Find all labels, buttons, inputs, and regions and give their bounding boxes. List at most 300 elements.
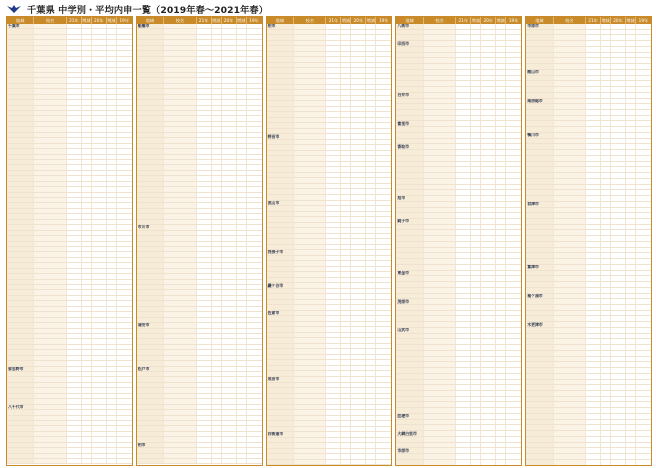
school-cell — [34, 198, 66, 202]
score-20-cell — [351, 206, 366, 211]
score-19-cell — [247, 356, 262, 360]
score-20-cell — [222, 225, 237, 229]
area-cell — [267, 123, 294, 128]
area-cell: 八千代市 — [7, 405, 34, 409]
score-19-cell — [376, 454, 391, 459]
score-21-cell — [197, 220, 212, 224]
area-cell — [137, 258, 164, 262]
area-cell — [526, 397, 553, 402]
score-20-cell — [351, 405, 366, 410]
diff-21-cell — [471, 351, 481, 356]
score-21-cell — [326, 57, 341, 62]
score-19-cell — [247, 236, 262, 240]
diff-21-cell — [212, 171, 222, 175]
score-21-cell — [456, 328, 471, 333]
school-cell — [554, 311, 586, 316]
diff-21-cell — [212, 187, 222, 191]
diff-21-cell — [601, 276, 611, 281]
score-20-cell — [481, 242, 496, 247]
score-19-cell — [636, 150, 651, 155]
score-19-cell — [247, 323, 262, 327]
score-19-cell — [247, 149, 262, 153]
diff-21-cell — [82, 448, 92, 452]
diff-21-cell — [471, 41, 481, 46]
diff-20-cell — [496, 133, 506, 138]
school-cell — [424, 53, 456, 58]
diff-20-cell — [107, 138, 117, 142]
school-cell — [424, 47, 456, 52]
score-21-cell — [326, 41, 341, 46]
area-cell — [137, 454, 164, 458]
score-20-cell — [611, 322, 626, 327]
school-cell — [554, 87, 586, 92]
diff-20-cell — [107, 301, 117, 305]
school-cell — [294, 123, 326, 128]
score-21-cell — [67, 334, 82, 338]
table-body — [137, 24, 262, 465]
score-20-cell — [351, 46, 366, 51]
score-21-cell — [197, 334, 212, 338]
score-20-cell — [222, 361, 237, 365]
diff-21-cell — [471, 265, 481, 270]
score-21-cell — [197, 155, 212, 159]
school-cell — [554, 351, 586, 356]
school-cell — [424, 322, 456, 327]
area-cell — [7, 198, 34, 202]
score-19-cell — [247, 329, 262, 333]
score-21-cell — [326, 63, 341, 68]
score-21-cell — [586, 139, 601, 144]
area-cell — [137, 214, 164, 218]
diff-21-cell — [212, 122, 222, 126]
score-20-cell — [351, 79, 366, 84]
area-cell — [267, 52, 294, 57]
area-cell — [7, 106, 34, 110]
score-19-cell — [117, 269, 132, 273]
score-19-cell — [376, 68, 391, 73]
school-cell — [294, 206, 326, 211]
score-20-cell — [92, 312, 107, 316]
area-cell — [267, 167, 294, 172]
score-21-cell — [67, 388, 82, 392]
diff-21-cell — [341, 145, 351, 150]
diff-20-cell — [237, 361, 247, 365]
score-20-cell — [351, 355, 366, 360]
school-cell — [554, 53, 586, 58]
diff-20-cell — [626, 259, 636, 264]
area-cell — [396, 35, 423, 40]
score-21-cell — [456, 116, 471, 121]
school-cell — [294, 140, 326, 145]
diff-20-cell — [107, 29, 117, 33]
score-20-cell — [222, 345, 237, 349]
score-19-cell — [376, 57, 391, 62]
diff-20-cell — [366, 24, 376, 29]
diff-20-cell — [237, 133, 247, 137]
score-19-cell — [636, 133, 651, 138]
area-cell — [526, 391, 553, 396]
area-cell — [526, 93, 553, 98]
area-cell — [526, 448, 553, 453]
diff-21-cell — [471, 362, 481, 367]
school-cell — [34, 383, 66, 387]
diff-20-cell — [366, 289, 376, 294]
school-cell — [294, 239, 326, 244]
score-21-cell — [67, 437, 82, 441]
diff-20-cell — [107, 437, 117, 441]
diff-20-cell — [496, 30, 506, 35]
score-20-cell — [222, 421, 237, 425]
school-cell — [164, 236, 196, 240]
school-cell — [424, 173, 456, 178]
diff-21-cell — [82, 35, 92, 39]
diff-20-cell — [107, 334, 117, 338]
diff-20-cell — [366, 410, 376, 415]
area-cell — [396, 202, 423, 207]
school-cell — [164, 443, 196, 447]
area-cell — [7, 225, 34, 229]
diff-21-cell — [82, 334, 92, 338]
diff-20-cell — [366, 300, 376, 305]
diff-20-cell — [366, 333, 376, 338]
diff-21-cell — [471, 53, 481, 58]
score-21-cell — [586, 437, 601, 442]
score-20-cell — [92, 187, 107, 191]
diff-20-cell — [107, 40, 117, 44]
area-cell — [137, 122, 164, 126]
score-19-cell — [117, 193, 132, 197]
score-19-cell — [376, 41, 391, 46]
score-20-cell — [222, 220, 237, 224]
diff-21-cell — [212, 448, 222, 452]
area-cell — [396, 454, 423, 459]
column-header: 20年 — [611, 17, 626, 24]
diff-20-cell — [366, 427, 376, 432]
score-21-cell — [197, 40, 212, 44]
school-cell — [294, 460, 326, 465]
diff-20-cell — [366, 52, 376, 57]
diff-20-cell — [237, 68, 247, 72]
score-21-cell — [197, 399, 212, 403]
score-21-cell — [67, 106, 82, 110]
score-19-cell — [636, 104, 651, 109]
score-20-cell — [92, 339, 107, 343]
score-21-cell — [326, 416, 341, 421]
diff-21-cell — [471, 236, 481, 241]
diff-21-cell — [601, 299, 611, 304]
diff-20-cell — [366, 129, 376, 134]
score-21-cell — [326, 140, 341, 145]
area-cell — [526, 328, 553, 333]
school-cell — [294, 118, 326, 123]
diff-21-cell — [82, 426, 92, 430]
score-20-cell — [351, 371, 366, 376]
score-21-cell — [326, 52, 341, 57]
score-20-cell — [481, 380, 496, 385]
school-cell — [424, 425, 456, 430]
score-19-cell — [117, 40, 132, 44]
school-cell — [34, 144, 66, 148]
area-cell — [267, 383, 294, 388]
score-21-cell — [326, 46, 341, 51]
score-20-cell — [611, 110, 626, 115]
diff-21-cell — [82, 329, 92, 333]
diff-20-cell — [107, 410, 117, 414]
table-block — [266, 16, 393, 466]
diff-20-cell — [237, 443, 247, 447]
area-cell — [396, 420, 423, 425]
school-cell — [554, 202, 586, 207]
score-20-cell — [481, 93, 496, 98]
diff-21-cell — [82, 416, 92, 420]
school-cell — [34, 323, 66, 327]
score-20-cell — [351, 272, 366, 277]
area-cell — [267, 316, 294, 321]
score-20-cell — [481, 259, 496, 264]
school-cell — [424, 190, 456, 195]
diff-20-cell — [626, 133, 636, 138]
score-21-cell — [197, 448, 212, 452]
score-21-cell — [197, 127, 212, 131]
area-cell — [7, 116, 34, 120]
school-cell — [424, 236, 456, 241]
diff-21-cell — [601, 248, 611, 253]
diff-21-cell — [82, 307, 92, 311]
diff-21-cell — [212, 68, 222, 72]
score-21-cell — [586, 276, 601, 281]
school-cell — [554, 259, 586, 264]
diff-21-cell — [601, 150, 611, 155]
school-cell — [34, 214, 66, 218]
score-20-cell — [611, 116, 626, 121]
school-cell — [34, 329, 66, 333]
diff-20-cell — [496, 311, 506, 316]
diff-20-cell — [496, 408, 506, 413]
score-21-cell — [586, 443, 601, 448]
diff-21-cell — [471, 460, 481, 465]
score-21-cell — [197, 388, 212, 392]
score-21-cell — [326, 156, 341, 161]
score-20-cell — [351, 167, 366, 172]
diff-21-cell — [82, 274, 92, 278]
score-20-cell — [481, 316, 496, 321]
diff-20-cell — [237, 405, 247, 409]
school-cell — [554, 345, 586, 350]
area-cell: 鴨川市 — [526, 133, 553, 138]
school-cell — [424, 185, 456, 190]
score-20-cell — [222, 410, 237, 414]
score-21-cell — [197, 443, 212, 447]
diff-21-cell — [341, 405, 351, 410]
score-19-cell — [117, 329, 132, 333]
score-19-cell — [117, 361, 132, 365]
school-cell — [34, 203, 66, 207]
area-cell — [396, 81, 423, 86]
table-row — [526, 460, 651, 466]
area-cell: 袖ケ浦市 — [526, 294, 553, 299]
diff-20-cell — [626, 213, 636, 218]
score-20-cell — [481, 271, 496, 276]
school-cell — [424, 24, 456, 29]
diff-21-cell — [82, 432, 92, 436]
diff-21-cell — [341, 383, 351, 388]
score-21-cell — [586, 167, 601, 172]
diff-21-cell — [601, 408, 611, 413]
score-19-cell — [247, 421, 262, 425]
area-cell — [396, 437, 423, 442]
score-21-cell — [586, 208, 601, 213]
diff-20-cell — [107, 84, 117, 88]
school-cell — [294, 96, 326, 101]
area-cell — [526, 339, 553, 344]
score-20-cell — [481, 402, 496, 407]
diff-21-cell — [341, 256, 351, 261]
score-19-cell — [117, 100, 132, 104]
score-19-cell — [636, 64, 651, 69]
area-cell: 銚子市 — [396, 219, 423, 224]
school-cell — [554, 208, 586, 213]
score-20-cell — [611, 179, 626, 184]
diff-21-cell — [82, 410, 92, 414]
diff-20-cell — [496, 144, 506, 149]
school-cell — [164, 312, 196, 316]
score-21-cell — [456, 368, 471, 373]
diff-20-cell — [366, 118, 376, 123]
score-20-cell — [92, 111, 107, 115]
school-cell — [424, 460, 456, 465]
school-cell — [424, 420, 456, 425]
school-cell — [164, 198, 196, 202]
school-cell — [554, 454, 586, 459]
score-19-cell — [506, 121, 521, 126]
diff-20-cell — [626, 99, 636, 104]
diff-20-cell — [496, 380, 506, 385]
school-cell — [294, 454, 326, 459]
area-cell — [7, 334, 34, 338]
area-cell — [137, 312, 164, 316]
area-cell — [7, 416, 34, 420]
area-cell — [267, 427, 294, 432]
score-19-cell — [247, 176, 262, 180]
school-cell — [294, 74, 326, 79]
score-21-cell — [456, 173, 471, 178]
score-20-cell — [222, 165, 237, 169]
score-19-cell — [636, 351, 651, 356]
score-20-cell — [351, 316, 366, 321]
table-header — [267, 17, 392, 24]
score-20-cell — [481, 76, 496, 81]
score-19-cell — [636, 110, 651, 115]
school-cell — [294, 189, 326, 194]
score-19-cell — [506, 322, 521, 327]
area-cell — [526, 30, 553, 35]
area-cell: 松戸市 — [137, 367, 164, 371]
score-19-cell — [247, 350, 262, 354]
diff-21-cell — [341, 35, 351, 40]
area-cell: 成田市 — [267, 377, 294, 382]
school-cell — [164, 367, 196, 371]
diff-21-cell — [341, 250, 351, 255]
score-19-cell — [117, 307, 132, 311]
score-19-cell — [506, 448, 521, 453]
diff-21-cell — [212, 111, 222, 115]
score-20-cell — [351, 394, 366, 399]
diff-20-cell — [626, 271, 636, 276]
diff-20-cell — [107, 231, 117, 235]
score-21-cell — [326, 24, 341, 29]
diff-20-cell — [107, 356, 117, 360]
school-cell — [294, 178, 326, 183]
score-21-cell — [67, 35, 82, 39]
area-cell: 佐倉市 — [267, 311, 294, 316]
table-row — [267, 460, 392, 466]
score-19-cell — [117, 57, 132, 61]
school-cell — [294, 52, 326, 57]
score-21-cell — [586, 116, 601, 121]
score-19-cell — [376, 184, 391, 189]
area-cell — [7, 73, 34, 77]
score-19-cell — [636, 213, 651, 218]
score-19-cell — [506, 328, 521, 333]
diff-21-cell — [601, 185, 611, 190]
score-21-cell — [586, 202, 601, 207]
score-20-cell — [611, 454, 626, 459]
school-cell — [424, 265, 456, 270]
score-20-cell — [222, 106, 237, 110]
diff-21-cell — [601, 460, 611, 465]
diff-21-cell — [82, 323, 92, 327]
school-cell — [424, 110, 456, 115]
score-21-cell — [326, 74, 341, 79]
score-21-cell — [197, 171, 212, 175]
score-20-cell — [92, 122, 107, 126]
area-cell — [7, 95, 34, 99]
diff-21-cell — [212, 312, 222, 316]
score-19-cell — [506, 185, 521, 190]
score-20-cell — [611, 70, 626, 75]
school-cell — [294, 162, 326, 167]
score-19-cell — [506, 104, 521, 109]
school-cell — [164, 356, 196, 360]
diff-21-cell — [341, 416, 351, 421]
area-cell — [267, 156, 294, 161]
area-cell — [137, 95, 164, 99]
diff-20-cell — [496, 104, 506, 109]
school-cell — [294, 134, 326, 139]
school-cell — [294, 383, 326, 388]
area-cell — [137, 416, 164, 420]
score-20-cell — [92, 35, 107, 39]
score-20-cell — [92, 269, 107, 273]
score-21-cell — [67, 247, 82, 251]
score-20-cell — [92, 258, 107, 262]
diff-21-cell — [601, 454, 611, 459]
diff-21-cell — [471, 162, 481, 167]
score-21-cell — [67, 24, 82, 28]
area-cell: 我孫子市 — [267, 250, 294, 255]
diff-21-cell — [341, 85, 351, 90]
diff-21-cell — [82, 111, 92, 115]
score-21-cell — [456, 64, 471, 69]
score-21-cell — [67, 78, 82, 82]
diff-20-cell — [107, 165, 117, 169]
area-cell: 市原市 — [396, 448, 423, 453]
area-cell — [267, 366, 294, 371]
score-21-cell — [326, 405, 341, 410]
score-20-cell — [222, 454, 237, 458]
school-cell — [424, 408, 456, 413]
score-21-cell — [67, 242, 82, 246]
